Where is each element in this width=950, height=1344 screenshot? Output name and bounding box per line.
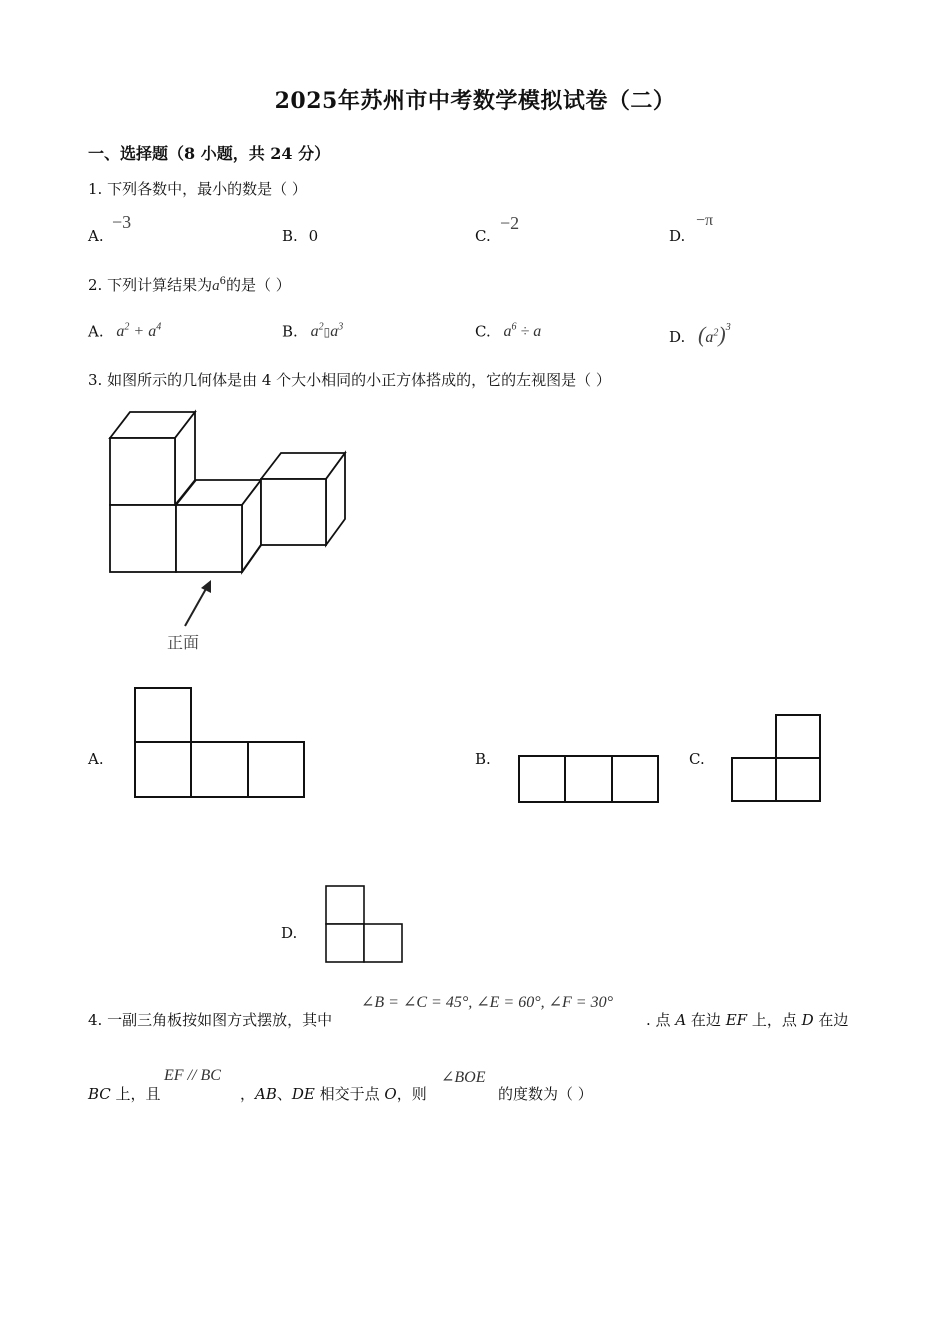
option-label: A.: [88, 322, 104, 341]
option-expression: $a^6 \div a$: [503, 322, 542, 341]
option-expression: $a^2▯a^3$: [310, 322, 344, 341]
option-label: C.: [475, 322, 491, 341]
question-4-text-pre: 4. 一副三角板按如图方式摆放，其中: [88, 1011, 333, 1029]
option-value: 0: [308, 227, 319, 245]
q2-text-pre: 2. 下列计算结果为: [88, 276, 213, 294]
q3-option-a-label: A.: [88, 750, 104, 768]
question-3-text: 3. 如图所示的几何体是由 4 个大小相同的小正方体搭成的，它的左视图是（ ）: [88, 371, 611, 389]
option-expression: $(a^2)^3$: [698, 321, 731, 347]
option-label: B.: [282, 322, 298, 341]
q3-option-d-label: D.: [281, 924, 298, 942]
option-label: D.: [669, 328, 686, 346]
q2-var: a: [212, 278, 220, 294]
question-4-text-rest: . 点 A 在边 EF 上，点 D 在边: [646, 1011, 849, 1029]
q2-exp: 6: [219, 276, 226, 287]
front-label: 正面: [167, 633, 200, 652]
option-expression: $a^2 + a^4$: [116, 322, 162, 341]
question-1-text: 1. 下列各数中，最小的数是（ ）: [88, 180, 307, 198]
q4-angle-boe: ∠BOE: [441, 1069, 486, 1086]
q1-option-a-value: −3: [112, 212, 132, 232]
q3-option-b-label: B.: [475, 750, 491, 768]
option-label: D.: [669, 227, 686, 245]
q1-option-d-value: −π: [696, 212, 714, 229]
question-4-line2-end: 的度数为（ ）: [498, 1085, 593, 1103]
q4-parallel-formula: EF // BC: [164, 1067, 221, 1084]
q4-angle-formula: ∠B = ∠C = 45°, ∠E = 60°, ∠F = 30°: [361, 994, 613, 1011]
q1-option-c-value: −2: [500, 213, 520, 233]
option-label: B.: [282, 227, 298, 245]
question-4-line2-start: BC 上，且: [88, 1085, 161, 1103]
section-heading: 一、选择题（8 小题，共 24 分）: [88, 144, 331, 163]
q3-option-c-label: C.: [689, 750, 705, 768]
page-title: 2025年苏州市中考数学模拟试卷（二）: [274, 88, 676, 114]
option-label: A.: [88, 227, 104, 245]
option-label: C.: [475, 227, 491, 245]
question-4-line2-mid: ，AB、DE 相交于点 O，则: [240, 1085, 427, 1103]
q2-text-post: 的是（ ）: [225, 276, 291, 294]
